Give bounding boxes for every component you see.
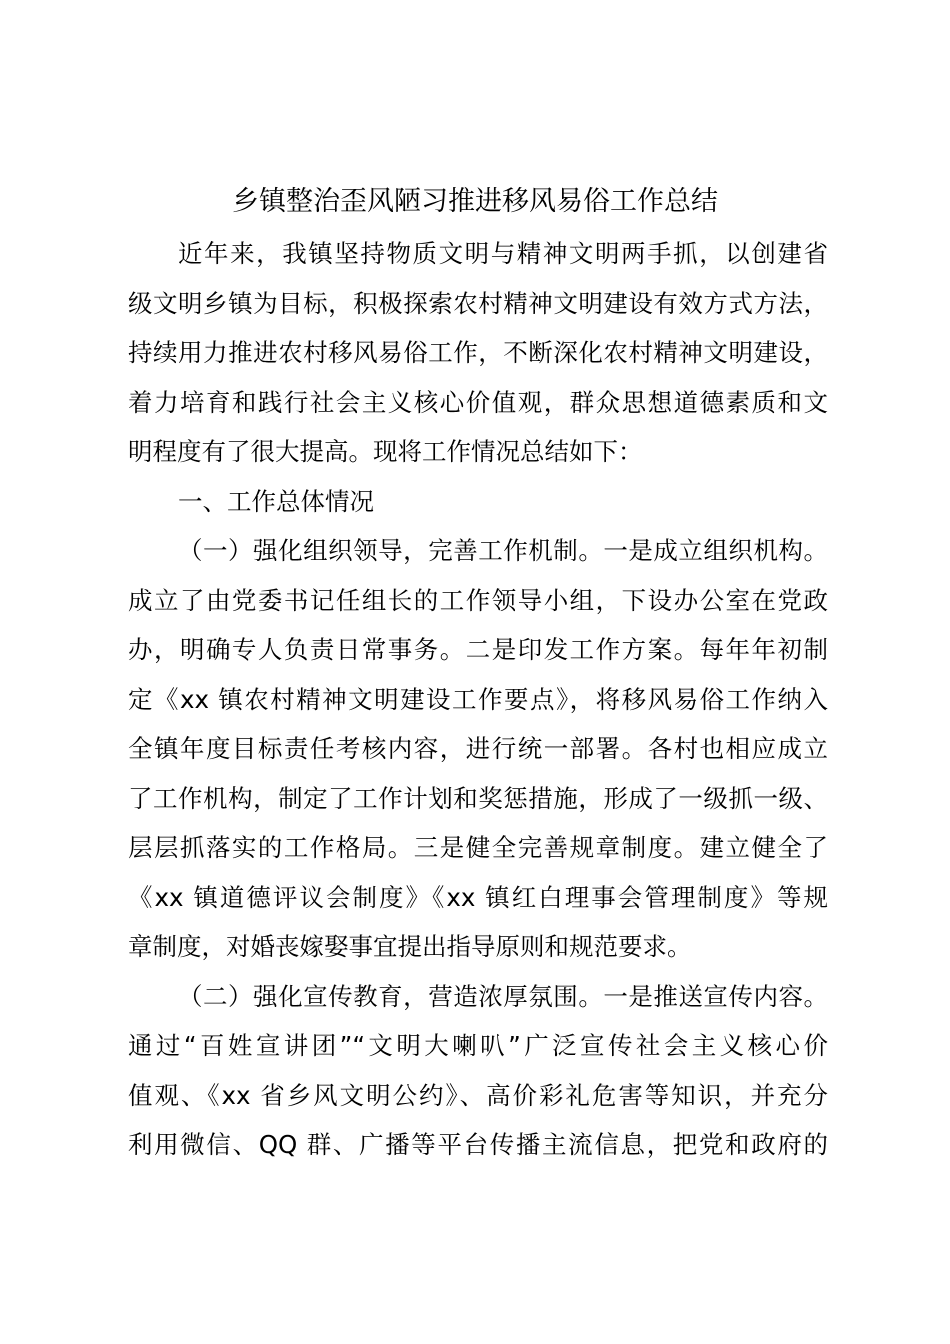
paragraph-line: 章制度，对婚丧嫁娶事宜提出指导原则和规范要求。 — [128, 932, 692, 961]
document-title: 乡镇整治歪风陋习推进移风易俗工作总结 — [232, 186, 718, 217]
paragraph-line: 办，明确专人负责日常事务。二是印发工作方案。每年年初制 — [128, 635, 828, 664]
paragraph-line: 级文明乡镇为目标，积极探索农村精神文明建设有效方式方法， — [128, 289, 828, 318]
paragraph-line: 值观、《xx 省乡风文明公约》、高价彩礼危害等知识，并充分 — [128, 1081, 828, 1110]
paragraph-line: 着力培育和践行社会主义核心价值观，群众思想道德素质和文 — [128, 388, 828, 417]
section-heading: 一、工作总体情况 — [178, 487, 374, 516]
paragraph-line: （一）强化组织领导，完善工作机制。一是成立组织机构。 — [178, 536, 828, 565]
paragraph-line: 持续用力推进农村移风易俗工作，不断深化农村精神文明建设， — [128, 338, 828, 367]
paragraph-line: 层层抓落实的工作格局。三是健全完善规章制度。建立健全了 — [128, 833, 828, 862]
paragraph-line: 了工作机构，制定了工作计划和奖惩措施，形成了一级抓一级、 — [128, 784, 828, 813]
paragraph-line: 定《xx 镇农村精神文明建设工作要点》，将移风易俗工作纳入 — [128, 685, 828, 714]
paragraph-line: 成立了由党委书记任组长的工作领导小组，下设办公室在党政 — [128, 586, 828, 615]
paragraph-line: 明程度有了很大提高。现将工作情况总结如下： — [128, 437, 643, 466]
paragraph-line: 通过“百姓宣讲团”“文明大喇叭”广泛宣传社会主义核心价 — [128, 1031, 828, 1060]
paragraph-line: （二）强化宣传教育，营造浓厚氛围。一是推送宣传内容。 — [178, 982, 828, 1011]
paragraph-line: 《xx 镇道德评议会制度》《xx 镇红白理事会管理制度》等规 — [128, 883, 828, 912]
paragraph-line: 近年来，我镇坚持物质文明与精神文明两手抓，以创建省 — [178, 239, 828, 268]
paragraph-line: 全镇年度目标责任考核内容，进行统一部署。各村也相应成立 — [128, 734, 828, 763]
paragraph-line: 利用微信、QQ 群、广播等平台传播主流信息，把党和政府的 — [128, 1130, 828, 1159]
